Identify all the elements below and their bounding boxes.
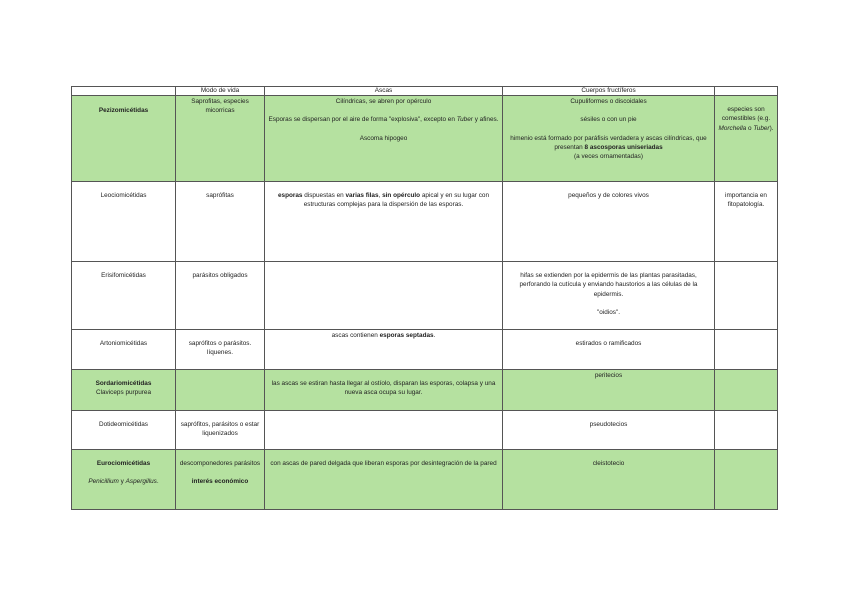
ascas-cell: esporas dispuestas en varias filas, sin opérculo apical y en su lugar con estructuras complejas para la dispersión de las esporas.	[265, 182, 503, 262]
table-row	[72, 96, 778, 182]
modo-cell	[176, 370, 265, 411]
notas-cell	[715, 330, 778, 370]
ascas-cell: ascas contienen esporas septadas.	[265, 330, 503, 370]
modo-cell: Saprofitas, especies micorricas	[176, 96, 265, 182]
ascas-cell	[265, 411, 503, 450]
ascas-cell: las ascas se estiran hasta llegar al ostíolo, disparan las esporas, colapsa y una nueva asca ocupa su lugar.	[265, 370, 503, 411]
ascas-cell	[265, 262, 503, 330]
table-row	[72, 262, 778, 330]
table-row	[72, 411, 778, 450]
header-group	[72, 87, 176, 96]
cuerpos-cell: Cupuliformes o discoidales sésiles o con un pie himenio está formado por paráfisis verdadera y ascas cilíndricas, que presentan 8 ascosporas uniseriadas (a veces ornamentadas)	[503, 96, 715, 182]
cuerpos-cell: estirados o ramificados	[503, 330, 715, 370]
group-name: Dotideomicétidas	[72, 411, 176, 450]
group-name: Sordariomicétidas Claviceps purpurea	[72, 370, 176, 411]
cuerpos-cell: pseudotecios	[503, 411, 715, 450]
ascomycetes-table	[71, 86, 778, 510]
table-row	[72, 330, 778, 370]
table-row	[72, 450, 778, 510]
cuerpos-cell: pequeños y de colores vivos	[503, 182, 715, 262]
header-cuerpos: Cuerpos fructíferos	[503, 87, 715, 96]
header-notas	[715, 87, 778, 96]
group-name: Erisifomicétidas	[72, 262, 176, 330]
notas-cell	[715, 411, 778, 450]
ascas-cell: con ascas de pared delgada que liberan esporas por desintegración de la pared	[265, 450, 503, 510]
cuerpos-cell: hifas se extienden por la epidermis de las plantas parasitadas, perforando la cutícula y enviando haustorios a las células de la epidermis. "oidios".	[503, 262, 715, 330]
header-row	[72, 87, 778, 96]
header-ascas: Ascas	[265, 87, 503, 96]
modo-cell: descomponedores parásitos interés económico	[176, 450, 265, 510]
modo-cell: saprófitas	[176, 182, 265, 262]
notas-cell: importancia en fitopatología.	[715, 182, 778, 262]
notas-cell	[715, 262, 778, 330]
group-name: Leociomicétidas	[72, 182, 176, 262]
group-name: Artoniomicétidas	[72, 330, 176, 370]
cuerpos-cell: peritecios	[503, 370, 715, 411]
ascas-cell: Cilíndricas, se abren por opérculo Esporas se dispersan por el aire de forma "explosiva", excepto en Tuber y afines. Ascoma hipogeo	[265, 96, 503, 182]
table-row	[72, 370, 778, 411]
notas-cell: especies son comestibles (e.g. Morchella o Tuber).	[715, 96, 778, 182]
group-name: Pezizomicétidas	[72, 96, 176, 182]
table-row	[72, 182, 778, 262]
group-name: Eurociomicétidas Penicillium y Aspergillus.	[72, 450, 176, 510]
notas-cell	[715, 450, 778, 510]
modo-cell: parásitos obligados	[176, 262, 265, 330]
modo-cell: saprófitos o parásitos. líquenes.	[176, 330, 265, 370]
header-modo: Modo de vida	[176, 87, 265, 96]
modo-cell: saprófitos, parásitos o estar liquenizados	[176, 411, 265, 450]
notas-cell	[715, 370, 778, 411]
cuerpos-cell: cleistotecio	[503, 450, 715, 510]
